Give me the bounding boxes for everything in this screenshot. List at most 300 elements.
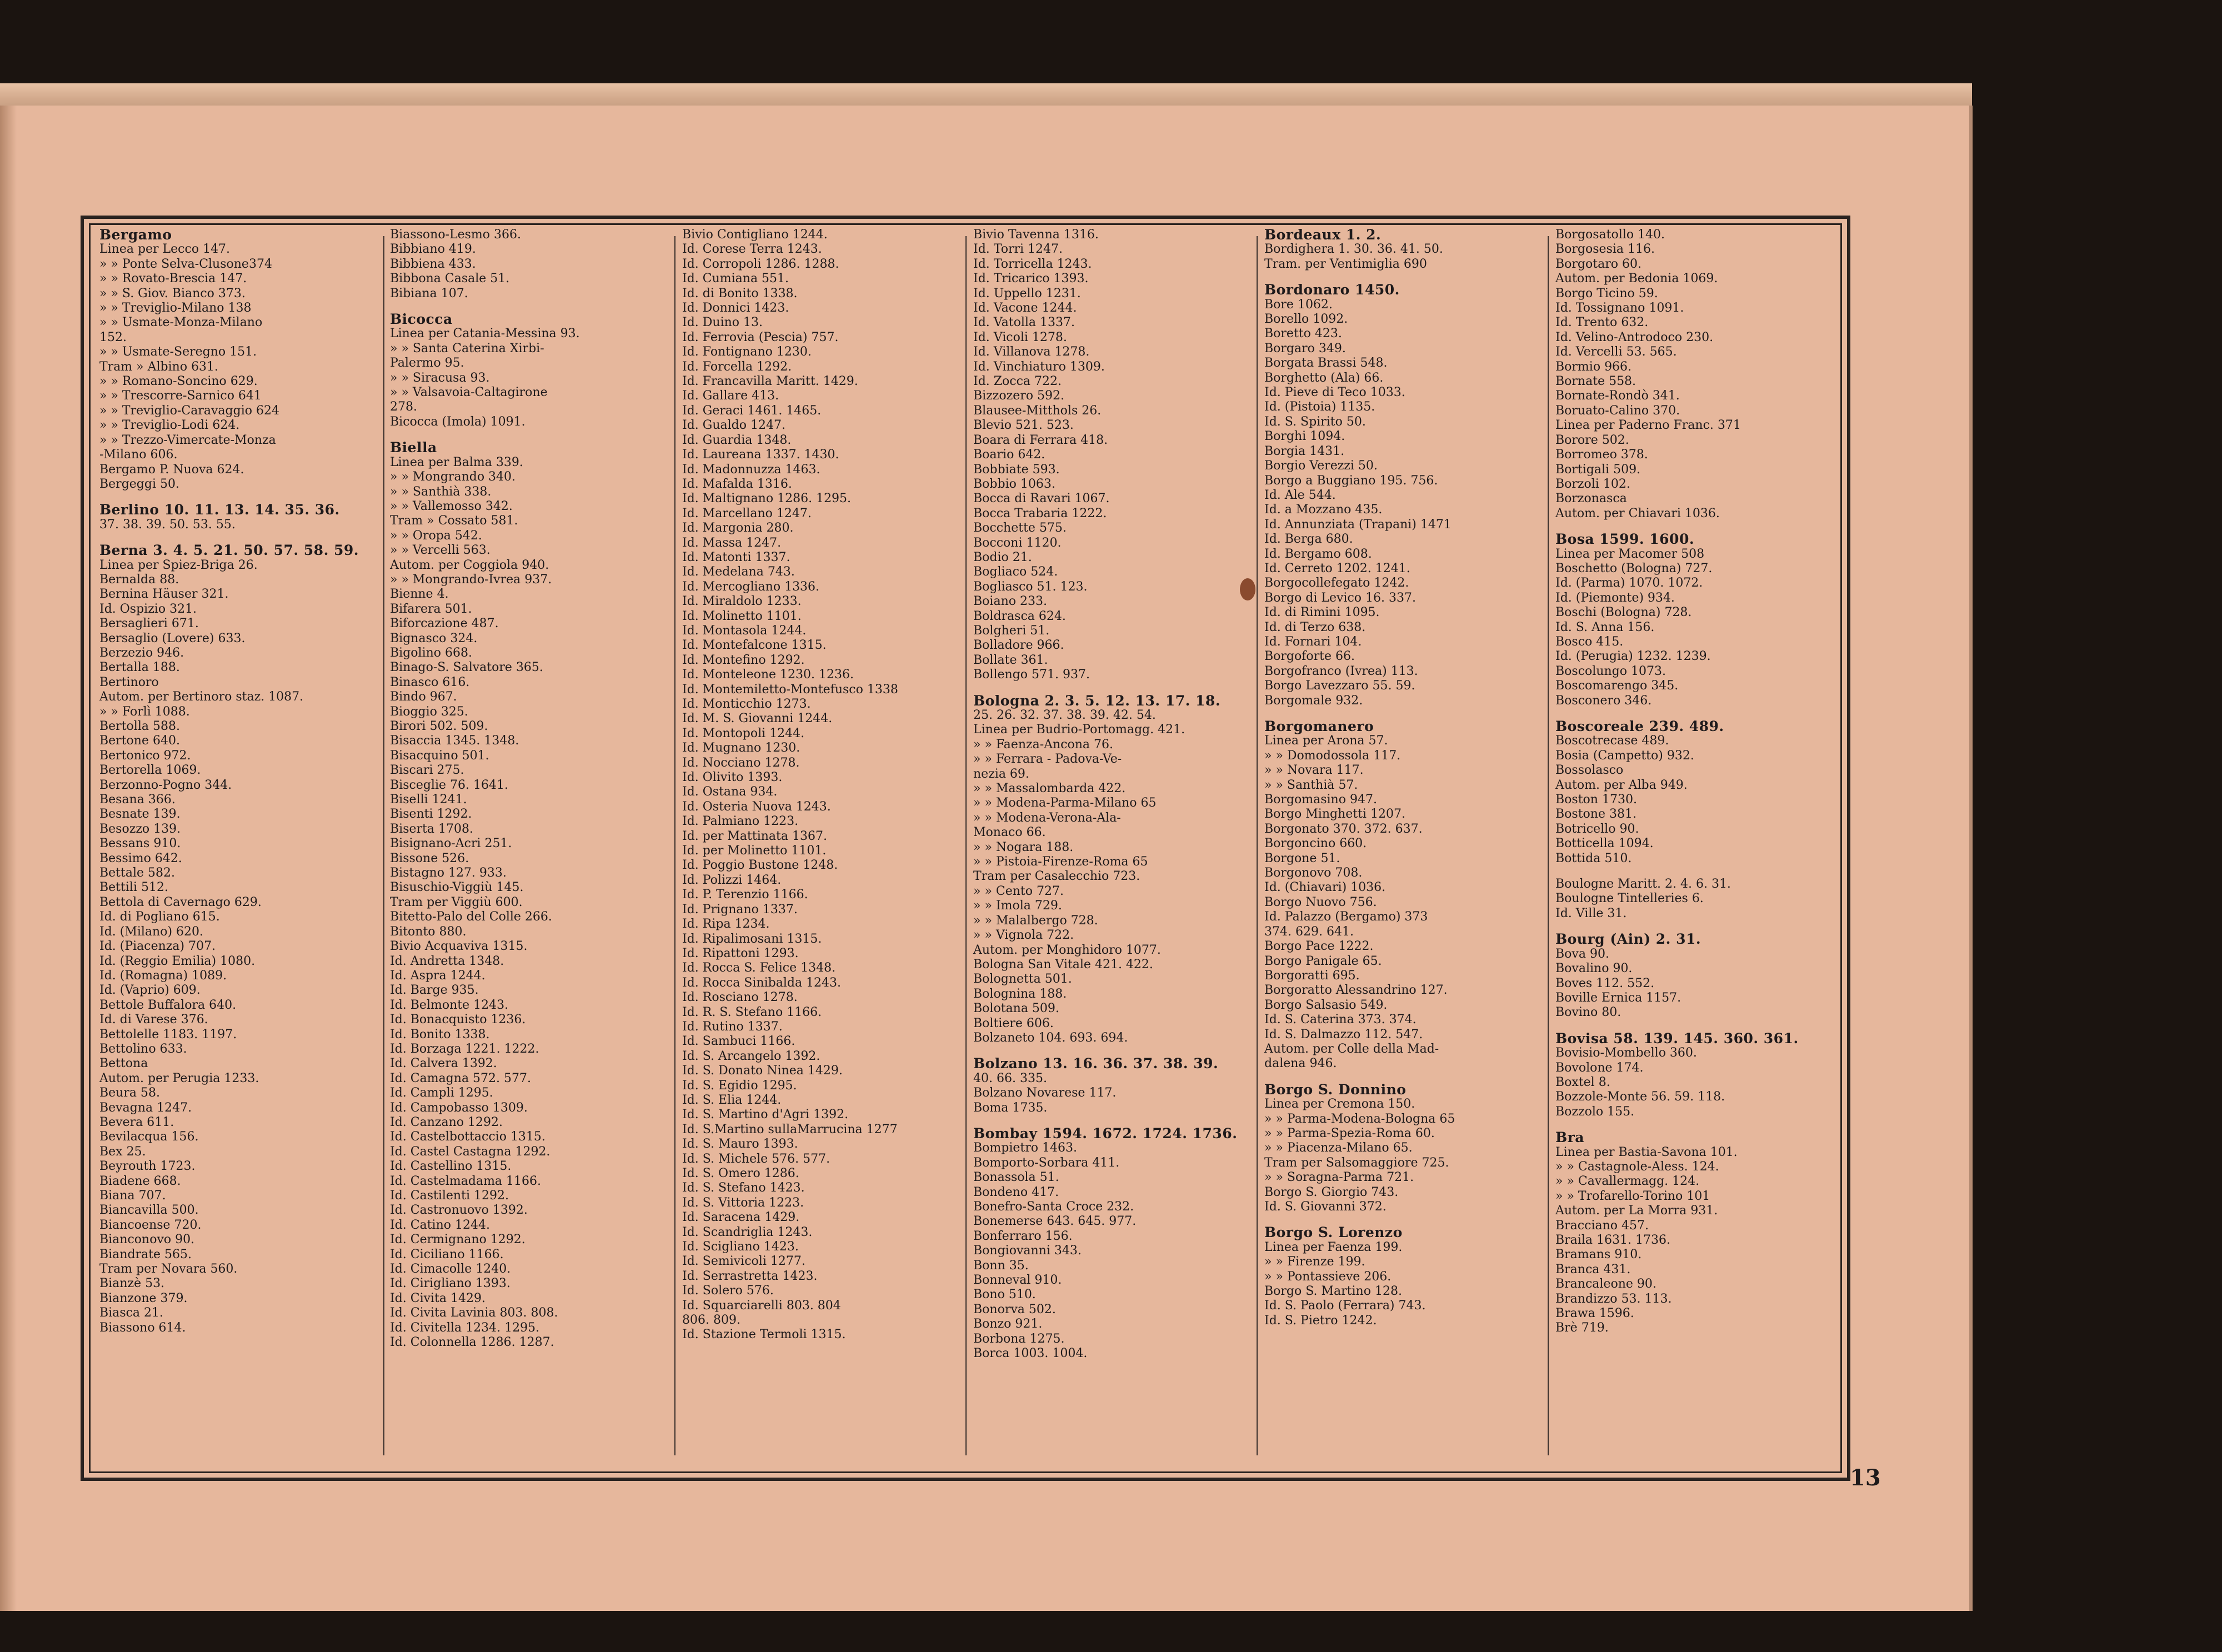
page-number: 13 xyxy=(1850,1465,1881,1491)
index-entry: Brè 719. xyxy=(1555,1321,1609,1335)
index-entry: Id. Torri 1247. xyxy=(973,242,1063,257)
index-entry: Linea per Macomer 508 xyxy=(1555,547,1705,561)
index-entry: Id. S.Martino sullaMarrucina 1277 xyxy=(682,1122,898,1137)
index-entry: Id. S. Omero 1286. xyxy=(682,1167,799,1180)
index-entry: Id. (Pistoia) 1135. xyxy=(1264,400,1375,414)
index-entry: Id. S. Caterina 373. 374. xyxy=(1264,1013,1417,1027)
index-entry: Id. Bonito 1338. xyxy=(390,1027,490,1042)
index-entry: Id. Castel Castagna 1292. xyxy=(390,1144,551,1159)
index-entry: Id. Cimacolle 1240. xyxy=(390,1262,511,1276)
index-entry: Bignasco 324. xyxy=(390,631,478,645)
index-entry: » » Santhià 57. xyxy=(1264,778,1358,792)
index-entry: » » Mongrando 340. xyxy=(390,470,516,484)
index-entry: Bore 1062. xyxy=(1264,297,1333,312)
index-entry: Id. di Rimini 1095. xyxy=(1264,605,1380,620)
index-entry: Id. S. Donato Ninea 1429. xyxy=(682,1064,843,1078)
entry-gap xyxy=(97,492,384,503)
index-entry: 25. 26. 32. 37. 38. 39. 42. 54. xyxy=(973,708,1156,722)
index-entry: Bibbona Casale 51. xyxy=(390,272,510,286)
index-entry: Id. Scigliano 1423. xyxy=(682,1240,799,1254)
index-entry: Biselli 1241. xyxy=(390,793,467,807)
index-entry: Bettili 512. xyxy=(99,880,168,895)
index-entry: Bissone 526. xyxy=(390,851,469,865)
index-entry: Id. Semivicoli 1277. xyxy=(682,1254,805,1269)
index-entry: Bologna San Vitale 421. 422. xyxy=(973,957,1153,972)
index-entry: Id. Fornari 104. xyxy=(1264,634,1362,649)
index-entry: Besozzo 139. xyxy=(99,822,181,836)
index-entry: Id. P. Terenzio 1166. xyxy=(682,888,808,902)
index-entry: Bogliaco 524. xyxy=(973,565,1058,579)
index-entry: Bioggio 325. xyxy=(390,704,468,719)
index-entry: Autom. per La Morra 931. xyxy=(1555,1204,1718,1218)
index-entry: Id. Ripalimosani 1315. xyxy=(682,932,822,946)
index-entry: Id. Molinetto 1101. xyxy=(682,609,802,623)
index-entry: Borgotaro 60. xyxy=(1555,257,1642,271)
index-entry: Id. Vatolla 1337. xyxy=(973,316,1075,330)
index-entry: Bolgheri 51. xyxy=(973,623,1050,638)
index-entry: » » Ponte Selva-Clusone374 xyxy=(99,257,272,271)
index-entry: Boschetto (Bologna) 727. xyxy=(1555,561,1713,575)
index-entry: Id. Catino 1244. xyxy=(390,1218,490,1232)
index-entry: Bertonico 972. xyxy=(99,748,191,763)
index-entry: Id. Ripattoni 1293. xyxy=(682,946,799,960)
index-entry: Id. S. Mauro 1393. xyxy=(682,1137,798,1152)
index-entry: Boxtel 8. xyxy=(1555,1075,1610,1089)
entry-gap xyxy=(1553,1119,1840,1130)
index-entry: Binasco 616. xyxy=(390,675,470,689)
entry-gap xyxy=(1262,1072,1549,1083)
index-entry: Id. a Mozzano 435. xyxy=(1264,503,1383,517)
index-entry: Linea per Balma 339. xyxy=(390,455,523,469)
index-entry: Bianconovo 90. xyxy=(99,1233,195,1247)
index-entry: Borore 502. xyxy=(1555,433,1629,447)
index-entry: Id. per Molinetto 1101. xyxy=(682,844,827,858)
index-entry: Id. S. Vittoria 1223. xyxy=(682,1195,804,1210)
index-entry: Besana 366. xyxy=(99,793,176,807)
index-entry: » » Trezzo-Vimercate-Monza xyxy=(99,433,276,447)
index-entry: Boltiere 606. xyxy=(973,1016,1054,1030)
index-entry: Bonefro-Santa Croce 232. xyxy=(973,1200,1134,1214)
index-entry: Bitonto 880. xyxy=(390,924,467,939)
index-column-5 xyxy=(1262,228,1549,1469)
index-entry: Autom. per Perugia 1233. xyxy=(99,1071,259,1085)
index-entry: Bolzano 13. 16. 36. 37. 38. 39. xyxy=(973,1055,1219,1072)
index-entry: » » Piacenza-Milano 65. xyxy=(1264,1141,1413,1155)
index-entry: Autom. per Bedonia 1069. xyxy=(1555,272,1718,286)
index-entry: Linea per Arona 57. xyxy=(1264,734,1388,748)
index-entry: Bovino 80. xyxy=(1555,1005,1622,1020)
index-entry: Bessimo 642. xyxy=(99,851,182,865)
index-entry: » » Pistoia-Firenze-Roma 65 xyxy=(973,855,1148,869)
index-entry: Borgo Panigale 65. xyxy=(1264,954,1382,968)
index-entry: Id. S. Paolo (Ferrara) 743. xyxy=(1264,1299,1426,1313)
index-entry: Bienne 4. xyxy=(390,587,449,602)
index-entry: Id. (Milano) 620. xyxy=(99,924,204,939)
index-entry: » » Treviglio-Lodi 624. xyxy=(99,418,240,433)
index-entry: Id. Pieve di Teco 1033. xyxy=(1264,386,1405,400)
index-entry: Borghetto (Ala) 66. xyxy=(1264,371,1384,385)
index-entry: Beura 58. xyxy=(99,1086,160,1100)
index-entry: Botricello 90. xyxy=(1555,822,1639,836)
index-entry: Borgocollefegato 1242. xyxy=(1264,576,1409,590)
index-entry: Borgo S. Donnino xyxy=(1264,1081,1407,1098)
index-entry: Boulogne Tintelleries 6. xyxy=(1555,892,1704,906)
index-entry: Boscolungo 1073. xyxy=(1555,664,1666,678)
index-entry: » » Treviglio-Milano 138 xyxy=(99,301,252,316)
index-entry: Bisaccia 1345. 1348. xyxy=(390,734,519,748)
index-entry: Tram. per Ventimiglia 690 xyxy=(1264,257,1427,271)
index-entry: Id. Cermignano 1292. xyxy=(390,1233,526,1247)
index-entry: » » Firenze 199. xyxy=(1264,1255,1365,1269)
index-entry: » » Usmate-Seregno 151. xyxy=(99,345,257,359)
index-entry: Borgo Pace 1222. xyxy=(1264,939,1374,954)
index-entry: Borgo a Buggiano 195. 756. xyxy=(1264,473,1438,488)
index-entry: Bracciano 457. xyxy=(1555,1218,1649,1233)
index-entry: Linea per Spiez-Briga 26. xyxy=(99,558,258,572)
index-entry: Bovolone 174. xyxy=(1555,1060,1644,1075)
entry-gap xyxy=(971,1045,1258,1057)
index-entry: Id. Civita Lavinia 803. 808. xyxy=(390,1306,558,1320)
index-entry: Bonferraro 156. xyxy=(973,1229,1073,1243)
index-entry: Autom. per Colle della Mad- xyxy=(1264,1042,1439,1056)
index-entry: Bobbiate 593. xyxy=(973,462,1060,477)
index-entry: Bibbiano 419. xyxy=(390,242,476,257)
index-entry: Id. Castellino 1315. xyxy=(390,1159,512,1174)
index-entry: Bianzè 53. xyxy=(99,1276,165,1291)
index-entry: Bolotana 509. xyxy=(973,1002,1059,1016)
index-entry: Bifarera 501. xyxy=(390,602,472,616)
index-entry: Boruato-Calino 370. xyxy=(1555,403,1680,418)
index-entry: Id. Rocca S. Felice 1348. xyxy=(682,961,836,975)
index-entry: Boma 1735. xyxy=(973,1100,1048,1115)
index-entry: Id. Mugnano 1230. xyxy=(682,741,800,755)
index-entry: Id. Vacone 1244. xyxy=(973,301,1077,316)
index-entry: Id. Cerreto 1202. 1241. xyxy=(1264,561,1410,575)
index-entry: Borgomale 932. xyxy=(1264,693,1363,708)
index-entry: Biadene 668. xyxy=(99,1174,181,1188)
index-entry: Id. Miraldolo 1233. xyxy=(682,594,802,609)
index-entry: Bosconero 346. xyxy=(1555,693,1652,708)
index-entry: nezia 69. xyxy=(973,767,1029,781)
index-entry: Id. di Bonito 1338. xyxy=(682,286,798,301)
index-entry: Bornate 558. xyxy=(1555,374,1637,389)
index-entry: Id. Montasola 1244. xyxy=(682,623,807,638)
index-entry: 152. xyxy=(99,330,127,344)
index-entry: Bisacquino 501. xyxy=(390,748,489,763)
index-entry: Linea per Bastia-Savona 101. xyxy=(1555,1145,1738,1159)
index-entry: Bertone 640. xyxy=(99,734,180,748)
index-entry: Bettola di Cavernago 629. xyxy=(99,895,262,909)
index-entry: Id. (Chiavari) 1036. xyxy=(1264,880,1386,895)
index-entry: » » Vallemosso 342. xyxy=(390,499,513,513)
index-entry: Id. Ale 544. xyxy=(1264,488,1336,502)
index-entry: Tram per Salsomaggiore 725. xyxy=(1264,1155,1449,1170)
index-entry: Id. S. Anna 156. xyxy=(1555,620,1655,634)
index-entry: Id. Borzaga 1221. 1222. xyxy=(390,1042,539,1056)
index-entry: Id. Poggio Bustone 1248. xyxy=(682,858,838,873)
index-entry: Borca 1003. 1004. xyxy=(973,1346,1088,1361)
index-entry: Bosco 415. xyxy=(1555,634,1624,649)
index-entry: » » Cavallermagg. 124. xyxy=(1555,1174,1700,1189)
index-entry: Id. Montefino 1292. xyxy=(682,653,805,667)
index-entry: » » Rovato-Brescia 147. xyxy=(99,272,247,286)
index-entry: Bertolla 588. xyxy=(99,719,180,733)
index-entry: Bolladore 966. xyxy=(973,638,1064,653)
index-entry: Id. (Romagna) 1089. xyxy=(99,968,227,983)
index-entry: » » Mongrando-Ivrea 937. xyxy=(390,572,552,587)
index-entry: Id. Civita 1429. xyxy=(390,1291,486,1305)
index-entry: Bocconi 1120. xyxy=(973,535,1062,550)
index-entry: Boville Ernica 1157. xyxy=(1555,990,1681,1005)
index-entry: Id. Olivito 1393. xyxy=(682,770,783,785)
index-entry: Bovisa 58. 139. 145. 360. 361. xyxy=(1555,1030,1799,1047)
index-entry: Linea per Budrio-Portomagg. 421. xyxy=(973,723,1185,737)
index-entry: Id. Ripa 1234. xyxy=(682,917,770,932)
index-entry: Blevio 521. 523. xyxy=(973,418,1074,433)
index-entry: Bersaglieri 671. xyxy=(99,617,199,631)
index-entry: Id. per Mattinata 1367. xyxy=(682,829,827,843)
index-entry: Biella xyxy=(390,439,437,456)
index-entry: Tram per Casalecchio 723. xyxy=(973,869,1140,884)
index-entry: » » Usmate-Monza-Milano xyxy=(99,316,263,330)
index-entry: Braila 1631. 1736. xyxy=(1555,1233,1670,1247)
index-entry: Id. Corese Terra 1243. xyxy=(682,242,822,257)
index-entry: Id. Campobasso 1309. xyxy=(390,1100,528,1115)
index-column-2 xyxy=(388,228,674,1469)
index-entry: Id. R. S. Stefano 1166. xyxy=(682,1005,822,1019)
index-entry: Bigolino 668. xyxy=(390,645,472,660)
index-entry: Id. Montemiletto-Montefusco 1338 xyxy=(682,682,898,697)
index-entry: Autom. per Chiavari 1036. xyxy=(1555,506,1720,520)
index-entry: Borgo di Levico 16. 337. xyxy=(1264,590,1416,605)
index-entry: Bevera 611. xyxy=(99,1115,174,1129)
index-entry: Linea per Paderno Franc. 371 xyxy=(1555,418,1741,433)
index-entry: Borello 1092. xyxy=(1264,312,1348,327)
index-entry: Id. Madonnuzza 1463. xyxy=(682,462,820,477)
index-entry: Id. Ferrovia (Pescia) 757. xyxy=(682,330,839,344)
index-entry: Boscoreale 239. 489. xyxy=(1555,718,1724,734)
column-rule xyxy=(674,236,675,1455)
index-entry: Boschi (Bologna) 728. xyxy=(1555,605,1692,620)
index-entry: Palermo 95. xyxy=(390,356,464,371)
entry-gap xyxy=(388,429,674,440)
index-entry: Id. Belmonte 1243. xyxy=(390,998,509,1012)
column-rule xyxy=(1548,236,1549,1455)
index-entry: Bivio Acquaviva 1315. xyxy=(390,939,528,954)
index-entry: Borgonato 370. 372. 637. xyxy=(1264,822,1423,836)
entry-gap xyxy=(971,1115,1258,1127)
index-entry: Biassono-Lesmo 366. xyxy=(390,228,521,242)
index-entry: Id. Velino-Antrodoco 230. xyxy=(1555,330,1714,344)
index-entry: Boretto 423. xyxy=(1264,327,1342,341)
index-entry: Id. Castelbottaccio 1315. xyxy=(390,1130,546,1144)
column-rule xyxy=(965,236,967,1455)
index-entry: » » Trescorre-Sarnico 641 xyxy=(99,389,262,403)
index-entry: Botticella 1094. xyxy=(1555,837,1654,851)
index-entry: Id. Camagna 572. 577. xyxy=(390,1071,532,1085)
index-entry: Monaco 66. xyxy=(973,825,1046,840)
index-entry: Id. Vicoli 1278. xyxy=(973,330,1067,344)
index-entry: Biana 707. xyxy=(99,1189,166,1203)
entry-gap xyxy=(1553,708,1840,719)
column-rule xyxy=(383,236,384,1455)
index-entry: Blausee-Mitthols 26. xyxy=(973,403,1102,418)
index-entry: 806. 809. xyxy=(682,1313,740,1328)
index-entry: Id. Monticchio 1273. xyxy=(682,697,811,711)
index-entry: » » Santhià 338. xyxy=(390,484,492,499)
index-entry: Id. Ciciliano 1166. xyxy=(390,1247,504,1261)
index-entry: Bettolelle 1183. 1197. xyxy=(99,1027,237,1042)
index-entry: Borgo Lavezzaro 55. 59. xyxy=(1264,679,1415,693)
index-entry: Bertalla 188. xyxy=(99,660,180,675)
index-entry: Bettale 582. xyxy=(99,866,176,880)
index-entry: Id. Guardia 1348. xyxy=(682,433,792,447)
index-entry: Id. Squarciarelli 803. 804 xyxy=(682,1298,841,1313)
index-entry: Biancoense 720. xyxy=(99,1218,202,1232)
index-entry: Id. Zocca 722. xyxy=(973,374,1062,389)
index-entry: Id. Vercelli 53. 565. xyxy=(1555,345,1677,359)
index-entry: Bompietro 1463. xyxy=(973,1141,1077,1155)
index-entry: Bergamo P. Nuova 624. xyxy=(99,462,244,477)
index-entry: Autom. per Bertinoro staz. 1087. xyxy=(99,690,304,704)
index-entry: Id. (Perugia) 1232. 1239. xyxy=(1555,649,1711,664)
index-entry: Id. Serrastretta 1423. xyxy=(682,1269,818,1283)
index-entry: Bianzone 379. xyxy=(99,1291,188,1305)
index-entry: Borromeo 378. xyxy=(1555,448,1648,462)
index-entry: Boves 112. 552. xyxy=(1555,976,1655,990)
index-entry: Bologna 2. 3. 5. 12. 13. 17. 18. xyxy=(973,692,1221,709)
index-entry: Id. Mercogliano 1336. xyxy=(682,579,820,594)
index-entry: Bonzo 921. xyxy=(973,1317,1043,1331)
index-entry: Id. Annunziata (Trapani) 1471 xyxy=(1264,517,1452,532)
index-entry: Id. Civitella 1234. 1295. xyxy=(390,1320,540,1335)
index-entry: Id. Bonacquisto 1236. xyxy=(390,1013,526,1027)
index-entry: Bosa 1599. 1600. xyxy=(1555,531,1695,548)
index-entry: » » Cento 727. xyxy=(973,884,1064,898)
index-entry: Linea per Faenza 199. xyxy=(1264,1240,1403,1254)
index-entry: Id. S. Egidio 1295. xyxy=(682,1078,797,1093)
index-entry: Bergamo xyxy=(99,228,172,243)
index-entry: Bernalda 88. xyxy=(99,572,179,587)
index-entry: » » Vercelli 563. xyxy=(390,543,491,558)
index-entry: Id. Palazzo (Bergamo) 373 xyxy=(1264,910,1428,924)
index-entry: -Milano 606. xyxy=(99,448,178,462)
index-entry: Bova 90. xyxy=(1555,947,1609,961)
index-entry: Brandizzo 53. 113. xyxy=(1555,1291,1672,1306)
index-entry: Boscomarengo 345. xyxy=(1555,679,1679,693)
index-entry: Boscotrecase 489. xyxy=(1555,734,1669,748)
index-entry: Bicocca (Imola) 1091. xyxy=(390,414,526,429)
index-entry: » » Valsavoia-Caltagirone xyxy=(390,386,548,400)
index-column-6 xyxy=(1553,228,1840,1469)
index-entry: Id. S. Giovanni 372. xyxy=(1264,1200,1387,1214)
index-entry: Id. Ville 31. xyxy=(1555,906,1627,920)
index-entry: 374. 629. 641. xyxy=(1264,924,1354,939)
index-entry: Tram » Cossato 581. xyxy=(390,514,518,528)
index-entry: Id. Torricella 1243. xyxy=(973,257,1092,271)
index-entry: Bonassola 51. xyxy=(973,1170,1059,1185)
index-entry: Biscari 275. xyxy=(390,763,464,778)
index-entry: Berzezio 946. xyxy=(99,645,184,660)
index-entry: Autom. per Coggiola 940. xyxy=(390,558,549,572)
index-entry: Bevilacqua 156. xyxy=(99,1130,199,1144)
index-entry: Bisignano-Acri 251. xyxy=(390,837,512,851)
index-entry: Id. Aspra 1244. xyxy=(390,968,486,983)
index-entry: Borzoli 102. xyxy=(1555,477,1630,491)
index-entry: Borbona 1275. xyxy=(973,1331,1065,1346)
entry-gap xyxy=(1262,1214,1549,1225)
index-entry: Borgosatollo 140. xyxy=(1555,228,1665,242)
index-entry: Bovisio-Mombello 360. xyxy=(1555,1046,1697,1060)
index-entry: Borgaro 349. xyxy=(1264,341,1346,356)
index-entry: Bongiovanni 343. xyxy=(973,1244,1082,1258)
index-entry: Id. Barge 935. xyxy=(390,983,479,998)
index-entry: Id. Geraci 1461. 1465. xyxy=(682,403,822,418)
entry-gap xyxy=(388,301,674,312)
index-entry: Id. Matonti 1337. xyxy=(682,550,790,564)
index-entry: Id. Monteleone 1230. 1236. xyxy=(682,668,854,682)
index-entry: Id. Ostana 934. xyxy=(682,785,778,799)
index-entry: Id. S. Stefano 1423. xyxy=(682,1181,805,1195)
index-entry: Id. Andretta 1348. xyxy=(390,954,504,968)
index-entry: Bovalino 90. xyxy=(1555,962,1633,976)
index-entry: Autom. per Alba 949. xyxy=(1555,778,1688,792)
index-entry: Bizzozero 592. xyxy=(973,389,1064,403)
index-entry: Beyrouth 1723. xyxy=(99,1159,196,1174)
index-entry: Brawa 1596. xyxy=(1555,1306,1634,1321)
index-entry: Id. S. Pietro 1242. xyxy=(1264,1313,1377,1328)
index-entry: Binago-S. Salvatore 365. xyxy=(390,660,543,675)
index-entry: » » Massalombarda 422. xyxy=(973,782,1126,796)
index-entry: Id. Vinchiaturo 1309. xyxy=(973,359,1105,374)
index-entry: Id. (Piacenza) 707. xyxy=(99,939,216,954)
index-entry: » » Ferrara - Padova-Ve- xyxy=(973,752,1122,767)
index-entry: Borzonasca xyxy=(1555,492,1627,506)
index-entry: Id. Montopoli 1244. xyxy=(682,726,805,740)
index-entry: » » Parma-Spezia-Roma 60. xyxy=(1264,1126,1435,1140)
index-entry: Bisuschio-Viggiù 145. xyxy=(390,880,524,895)
index-entry: Bondeno 417. xyxy=(973,1185,1059,1199)
index-entry: Id. S. Martino d'Agri 1392. xyxy=(682,1108,849,1122)
index-entry: Id. Duino 13. xyxy=(682,316,763,330)
index-entry: Id. S. Arcangelo 1392. xyxy=(682,1049,820,1063)
index-entry: Id. Solero 576. xyxy=(682,1284,774,1298)
index-entry: » » Trofarello-Torino 101 xyxy=(1555,1189,1710,1203)
index-entry: Berlino 10. 11. 13. 14. 35. 36. xyxy=(99,502,340,518)
index-entry: Autom. per Monghidoro 1077. xyxy=(973,943,1161,957)
index-entry: Id. Rocca Sinibalda 1243. xyxy=(682,975,842,990)
index-entry: Berzonno-Pogno 344. xyxy=(99,778,232,792)
index-entry: Id. di Varese 376. xyxy=(99,1013,208,1027)
entry-gap xyxy=(1262,708,1549,719)
index-entry: Bra xyxy=(1555,1129,1585,1146)
index-entry: » » Santa Caterina Xirbi- xyxy=(390,341,544,356)
entry-gap xyxy=(971,683,1258,694)
index-entry: Id. Saracena 1429. xyxy=(682,1210,800,1225)
index-entry: Borgoratto Alessandrino 127. xyxy=(1264,983,1448,998)
index-entry: Borgoforte 66. xyxy=(1264,649,1355,664)
index-entry: Bibiana 107. xyxy=(390,286,468,301)
index-entry: Id. S. Elia 1244. xyxy=(682,1093,782,1107)
index-entry: » » Forlì 1088. xyxy=(99,704,190,719)
index-entry: Bobbio 1063. xyxy=(973,477,1055,491)
index-entry: Bettona xyxy=(99,1057,148,1071)
index-entry: Tram » Albino 631. xyxy=(99,359,219,374)
index-entry: Id. M. S. Giovanni 1244. xyxy=(682,712,833,726)
index-entry: Bettole Buffalora 640. xyxy=(99,998,237,1012)
index-entry: Bonn 35. xyxy=(973,1258,1029,1273)
index-entry: » » Nogara 188. xyxy=(973,840,1074,854)
